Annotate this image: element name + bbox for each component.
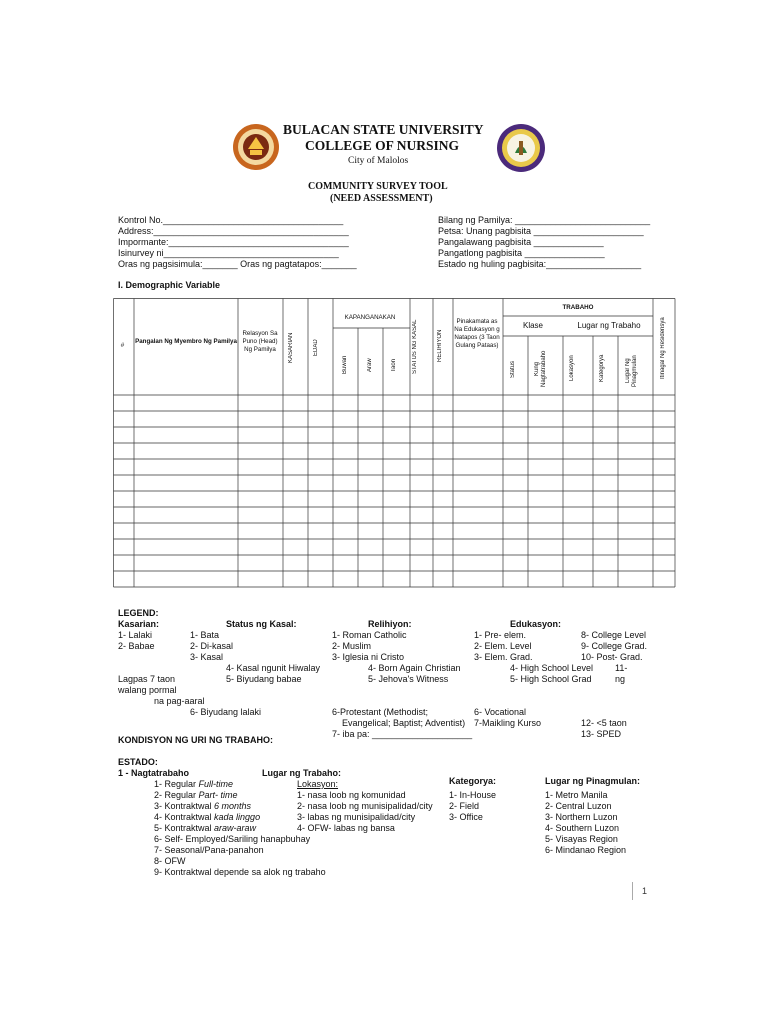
col-buwan: Buwan	[342, 355, 348, 375]
col-kategorya: Kategorya	[599, 354, 605, 382]
city: City of Malolos	[348, 156, 409, 166]
col-taon: Taon	[391, 358, 397, 372]
form-field[interactable]: Kontrol No.____________________________________	[118, 215, 344, 225]
lugar-trabaho-title: Lugar ng Trabaho:	[262, 768, 342, 778]
pinagmulan-list: Lugar ng Pinagmulan: 1- Metro Manila 2- Central Luzon 3- Northern Luzon 4- Southern Luzon 5- Visayas Region 6- Mindanao Region	[545, 776, 641, 855]
col-kasarian: KASARIAN	[288, 332, 294, 364]
lugar-trabaho-list: Lokasyon: 1- nasa loob ng komunidad 2- nasa loob ng munisipalidad/city 3- labas ng munisipalidad/city 4- OFW- labas ng bansa	[297, 779, 433, 833]
col-relihiyon: RELIHIYON	[437, 329, 443, 362]
form-field[interactable]: Pangatlong pagbisita ________________	[438, 248, 605, 258]
form-field[interactable]: Isinurvey ni___________________________________	[118, 248, 339, 258]
estado-item: 5- Kontraktwal araw-araw	[154, 823, 257, 833]
col-trabaho: TRABAHO	[562, 304, 594, 311]
legend-edukasyon-2: 8- College Level 9- College Grad. 10- Post- Grad. 11- ng 12- <5 taon 13- SPED	[581, 630, 648, 739]
estado-item: 6- Self- Employed/Sariling hanapbuhay	[154, 834, 311, 844]
legend-relihiyon-head: Relihiyon:	[368, 619, 412, 629]
col-residensya: Itinagal Ng Residensya	[660, 317, 666, 379]
college-name: COLLEGE OF NURSING	[305, 138, 460, 153]
legend-edukasyon-head: Edukasyon:	[510, 619, 562, 629]
col-status-kasal: STATUS NG KASAL	[412, 319, 418, 375]
estado-item: 2- Regular Part- time	[154, 790, 238, 800]
col-relasyon: Relasyon Sa Puno (Head) Ng Pamilya	[242, 330, 278, 353]
col-klase: Klase	[522, 321, 543, 330]
legend-relihiyon: 1- Roman Catholic 2- Muslim 3- Iglesia ni Cristo 4- Born Again Christian 5- Jehova's Witness 6-Protestant (Methodist; Evangelical; Baptist; Adventist) 7- iba pa: ____________________	[332, 630, 473, 739]
kondisyon-title: KONDISYON NG URI NG TRABAHO:	[118, 735, 273, 745]
legend-status-head: Status ng Kasal:	[226, 619, 297, 629]
estado-item: 7- Seasonal/Pana-panahon	[154, 845, 264, 855]
page-number-divider	[632, 882, 633, 900]
form-left	[118, 215, 357, 270]
legend-edukasyon-1: 1- Pre- elem. 2- Elem. Level 3- Elem. Grad. 4- High School Level 5- High School Grad 6- Vocational 7-Maikling Kurso	[474, 630, 594, 728]
bulsu-logo	[232, 123, 280, 171]
estado-item: 9- Kontraktwal depende sa alok ng trabaho	[154, 867, 326, 877]
col-araw: Araw	[367, 358, 373, 372]
legend-status: 1- Bata 2- Di-kasal 3- Kasal 4- Kasal ngunit Hiwalay 5- Biyudang babae na pag-aaral 6- Biyudang lalaki	[154, 630, 321, 717]
form-field[interactable]: Bilang ng Pamilya: ___________________________	[438, 215, 651, 225]
col-name: Pangalan Ng Myembro Ng Pamilya	[135, 338, 237, 345]
col-pinagmulan: Lugar Ng Pinagmulan	[625, 355, 638, 387]
section-title: I. Demographic Variable	[118, 280, 221, 290]
nursing-logo	[496, 123, 546, 173]
col-kung: Kung Nagtatrabaho	[534, 350, 547, 388]
legend-title: LEGEND:	[118, 608, 159, 618]
estado-item: 4- Kontraktwal kada linggo	[154, 812, 261, 822]
col-edukasyon: Pinakamata as Na Edukasyon g Natapos (3 Taon Gulang Pataas)	[454, 318, 500, 349]
estado-item: 8- OFW	[154, 856, 186, 866]
kategorya-list: Kategorya: 1- In-House 2- Field 3- Office	[449, 776, 497, 822]
form-field[interactable]: Impormante:____________________________________	[118, 237, 349, 247]
estado-item: 1- Regular Full-time	[154, 779, 234, 789]
university-name: BULACAN STATE UNIVERSITY	[283, 122, 484, 137]
page-number: 1	[642, 886, 648, 896]
estado-head: 1 - Nagtatrabaho	[118, 768, 190, 778]
col-num: #	[120, 342, 125, 349]
col-lugar-trabaho: Lugar ng Trabaho	[577, 321, 641, 330]
form-field[interactable]: Pangalawang pagbisita ______________	[438, 237, 604, 247]
col-status: Status	[510, 360, 516, 378]
demographic-table	[113, 298, 676, 588]
col-lokasyon: Lokasyon	[569, 355, 575, 381]
legend-kasarian: 1- Lalaki 2- Babae Lagpas 7 taon walang pormal	[118, 630, 177, 695]
form-field[interactable]: Petsa: Unang pagbisita ______________________	[438, 226, 644, 236]
form-right	[438, 215, 650, 270]
estado-item: 3- Kontraktwal 6 months	[154, 801, 252, 811]
col-kapanganakan: KAPANGANAKAN	[344, 314, 396, 321]
tool-title: COMMUNITY SURVEY TOOL	[308, 181, 448, 192]
estado-title: ESTADO:	[118, 757, 158, 767]
col-edad: EDAD	[313, 339, 319, 357]
form-field[interactable]: Estado ng huling pagbisita:___________________	[438, 259, 642, 269]
form-field[interactable]: Address:_______________________________________	[118, 226, 349, 236]
form-field[interactable]: Oras ng pagsisimula:_______ Oras ng pagtatapos:_______	[118, 259, 357, 269]
legend-kasarian-head: Kasarian:	[118, 619, 160, 629]
tool-subtitle: (NEED ASSESSMENT)	[330, 193, 433, 204]
